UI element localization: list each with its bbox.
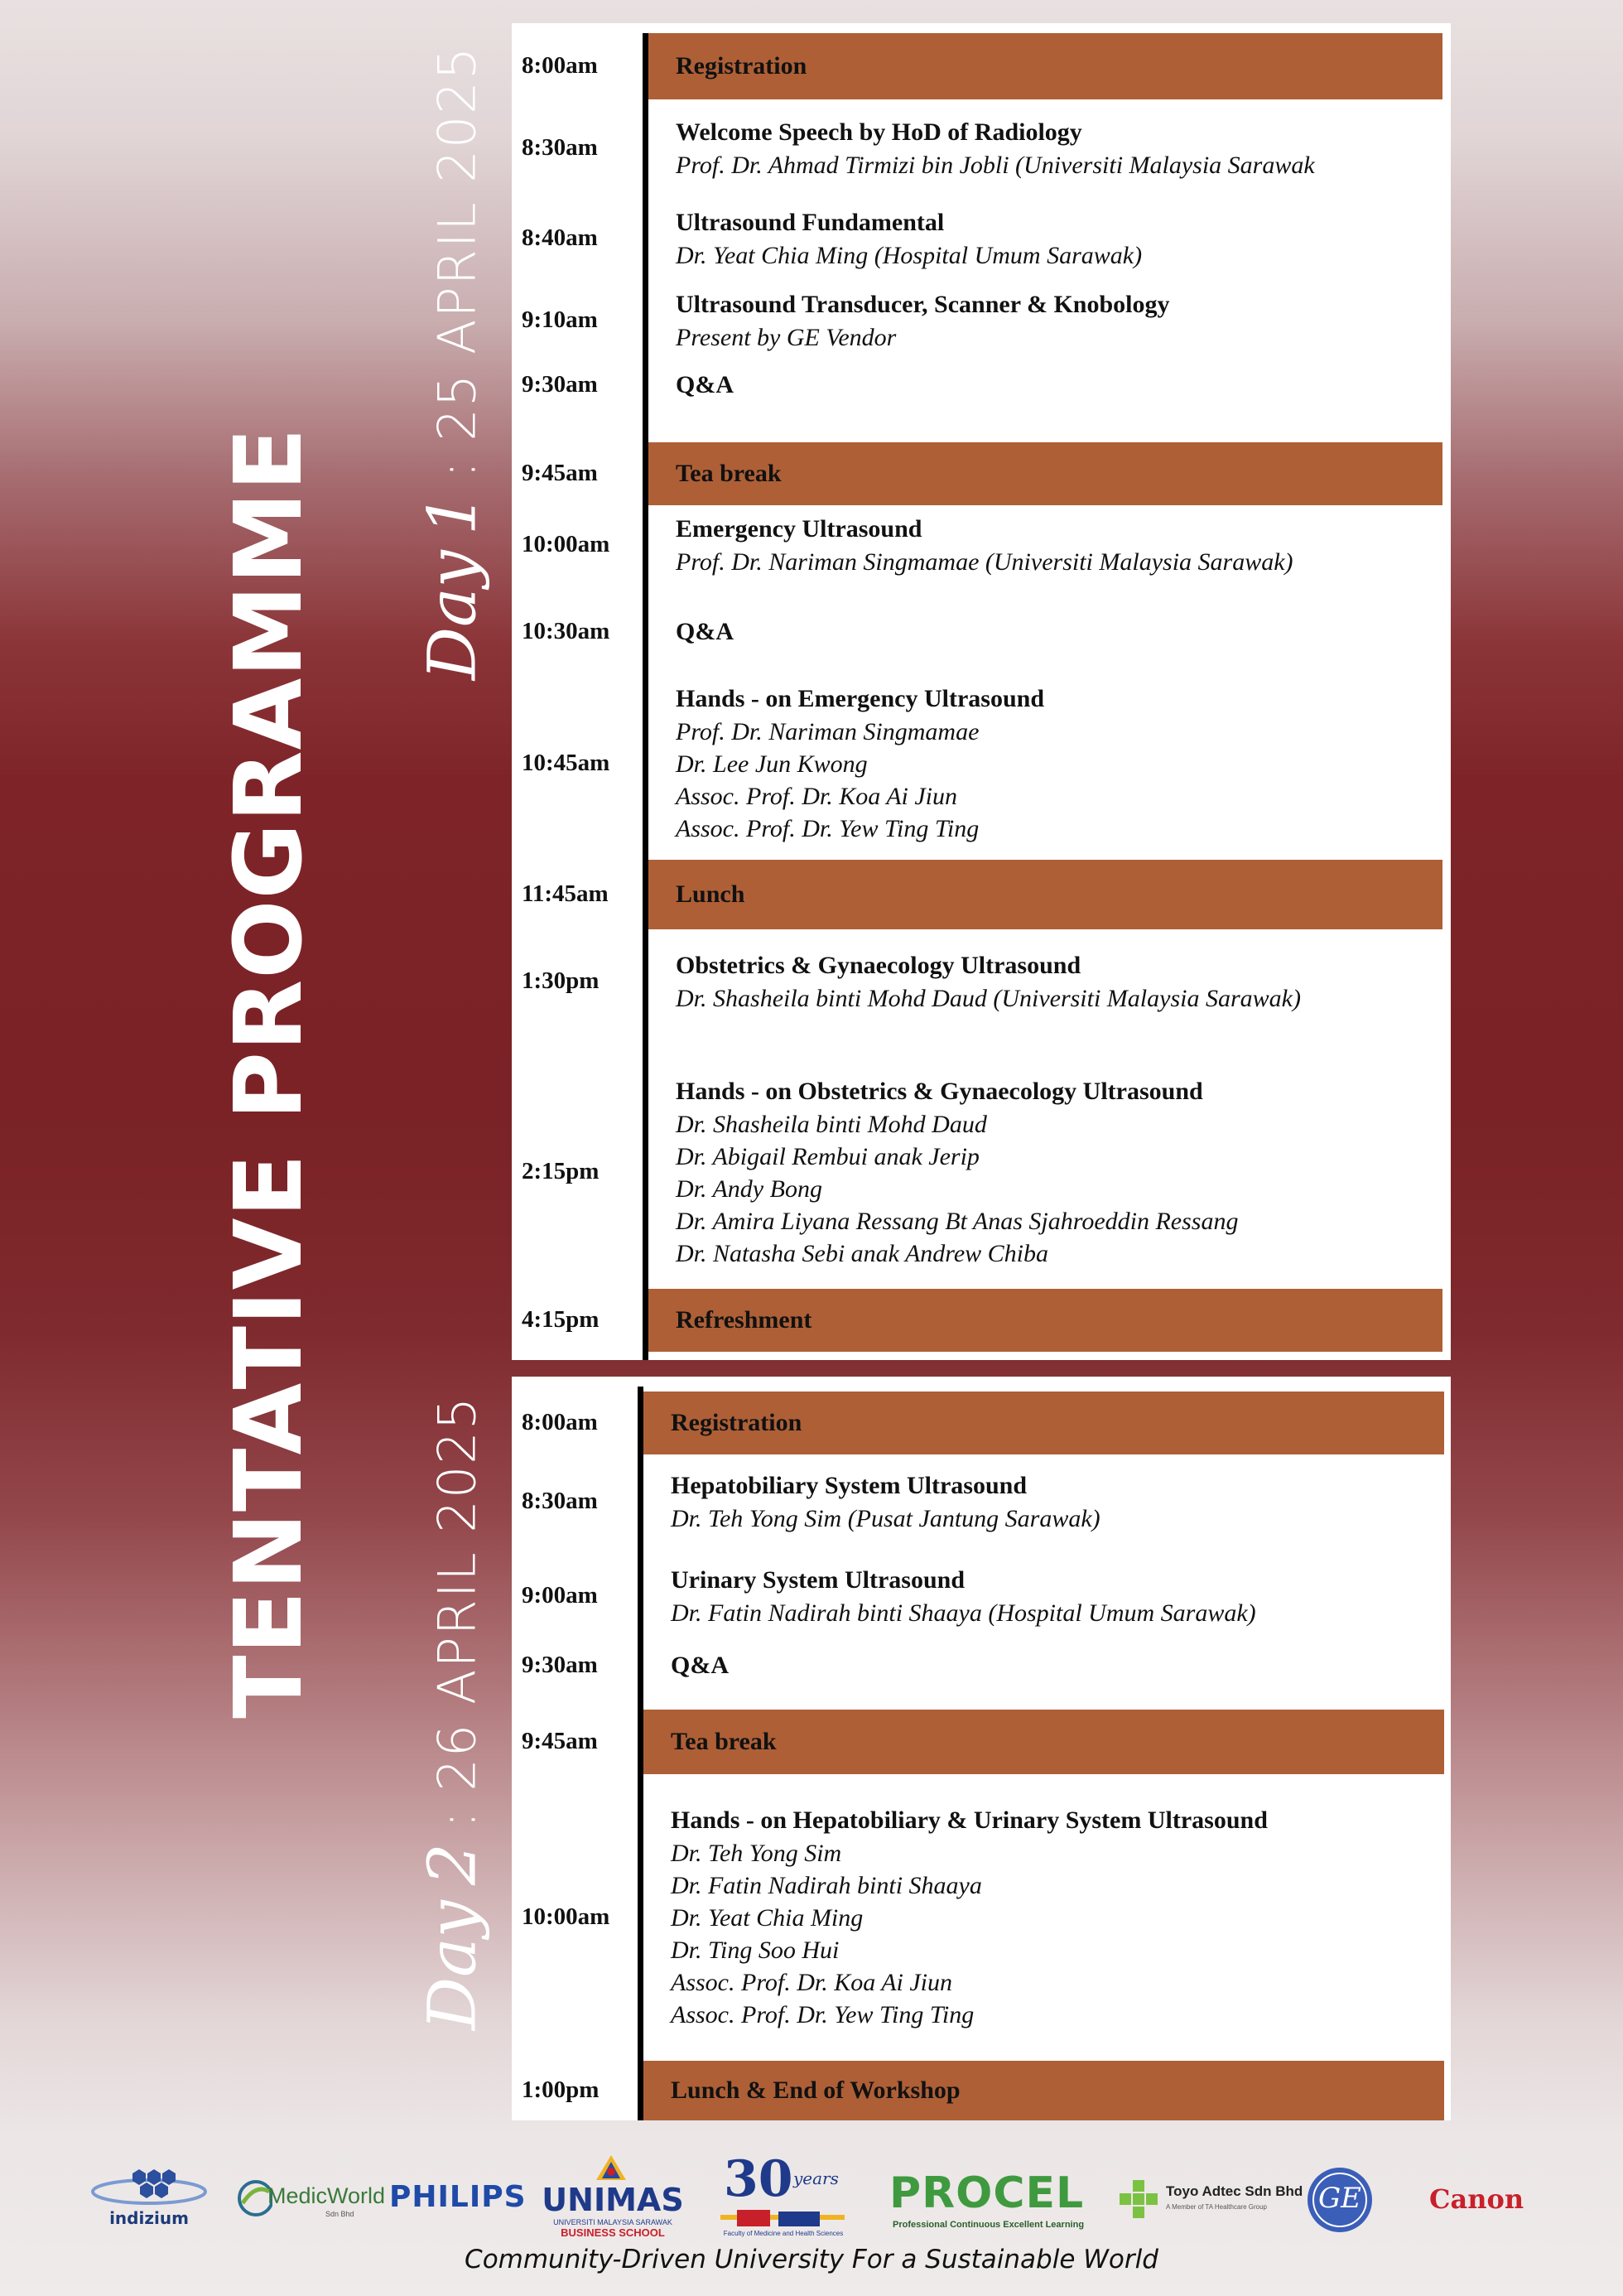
session-speaker: Dr. Shasheila binti Mohd Daud (Universiti Malaysia Sarawak)	[676, 984, 1301, 1012]
session-block	[676, 683, 1044, 845]
logo-philips-text: PHILIPS	[389, 2180, 527, 2214]
day1-timeline-divider	[643, 33, 648, 1360]
day2-date: : 26 APRIL 2025	[426, 1395, 488, 1829]
session-time: 8:00am	[522, 1409, 598, 1435]
session-speaker: Present by GE Vendor	[676, 323, 897, 351]
highlight-band	[643, 860, 1442, 929]
session-speaker: Dr. Ting Soo Hui	[671, 1937, 840, 1964]
band-label: Lunch	[676, 880, 745, 908]
session-speaker: Dr. Amira Liyana Ressang Bt Anas Sjahroeddin Ressang	[676, 1207, 1239, 1235]
session-speaker: Prof. Dr. Ahmad Tirmizi bin Jobli (Universiti Malaysia Sarawak	[676, 151, 1315, 179]
schedule-row	[512, 1549, 1451, 1643]
session-title: Welcome Speech by HoD of Radiology	[676, 118, 1082, 146]
schedule-row	[512, 1643, 1451, 1688]
schedule-row	[512, 280, 1451, 361]
session-time: 9:00am	[522, 1582, 598, 1609]
session-speaker: Dr. Fatin Nadirah binti Shaaya (Hospital Umum Sarawak)	[671, 1599, 1256, 1627]
session-speaker: Prof. Dr. Nariman Singmamae (Universiti Malaysia Sarawak)	[676, 547, 1293, 576]
day2-number: 2	[413, 1843, 491, 1886]
session-time: 1:00pm	[522, 2077, 600, 2103]
logo-unimas-text: UNIMAS	[542, 2182, 684, 2218]
session-speaker: Dr. Teh Yong Sim	[671, 1840, 842, 1867]
schedule-row	[512, 442, 1451, 505]
logo-unimas	[538, 2154, 687, 2245]
logo-procel-text: PROCEL	[889, 2168, 1085, 2218]
logo-medicworld-text: MedicWorld	[267, 2183, 386, 2208]
schedule-row	[512, 1289, 1451, 1352]
session-block	[676, 615, 734, 649]
day1-word: Day	[413, 550, 491, 681]
band-label: Refreshment	[676, 1306, 812, 1334]
session-title: Hands - on Hepatobiliary & Urinary System Ultrasound	[671, 1806, 1268, 1834]
indizium-icon	[87, 2165, 211, 2215]
session-speaker: Dr. Yeat Chia Ming	[671, 1904, 864, 1932]
logo-30years-word: years	[793, 2168, 839, 2188]
page-title: TENTATIVE PROGRAMME	[215, 427, 323, 1719]
session-block	[676, 1075, 1238, 1270]
session-speaker: Assoc. Prof. Dr. Koa Ai Jiun	[676, 783, 958, 810]
logo-canon	[1429, 2183, 1524, 2215]
session-title: Ultrasound Fundamental	[676, 208, 945, 236]
session-title: Ultrasound Transducer, Scanner & Knobology	[676, 290, 1170, 318]
logo-ge-text: GE	[1318, 2182, 1361, 2215]
session-title: Obstetrics & Gynaecology Ultrasound	[676, 951, 1081, 979]
schedule-row	[512, 197, 1451, 280]
schedule-row	[512, 1454, 1451, 1549]
session-time: 9:30am	[522, 1652, 598, 1678]
session-block	[676, 116, 1315, 181]
logo-medicworld	[236, 2175, 386, 2225]
session-speaker: Prof. Dr. Nariman Singmamae	[676, 718, 980, 745]
session-block	[671, 1649, 729, 1682]
session-block	[676, 513, 1293, 578]
session-time: 1:30pm	[522, 967, 600, 994]
session-speaker: Dr. Natasha Sebi anak Andrew Chiba	[676, 1239, 1049, 1267]
schedule-row	[512, 33, 1451, 99]
session-speaker: Dr. Abigail Rembui anak Jerip	[676, 1142, 980, 1170]
session-speaker: Assoc. Prof. Dr. Koa Ai Jiun	[671, 1969, 953, 1996]
session-time: 9:30am	[522, 371, 598, 398]
session-block	[676, 369, 734, 402]
schedule-row	[512, 1044, 1451, 1300]
logo-canon-text: Canon	[1429, 2183, 1524, 2215]
logo-procel	[889, 2168, 1088, 2235]
session-time: 8:40am	[522, 224, 598, 251]
session-title: Urinary System Ultrasound	[671, 1565, 966, 1594]
session-speaker: Dr. Andy Bong	[676, 1175, 822, 1203]
faculty-building-icon	[720, 2208, 845, 2230]
logo-30years	[717, 2150, 850, 2245]
footer-tagline: Community-Driven University For a Sustainable World	[465, 2245, 1158, 2274]
schedule-row	[512, 613, 1451, 651]
day2-timeline-divider	[638, 1387, 643, 2120]
band-label: Lunch & End of Workshop	[671, 2077, 961, 2104]
day1-date: : 25 APRIL 2025	[426, 45, 488, 479]
day2-schedule	[512, 1377, 1451, 2120]
session-block	[671, 1804, 1268, 2031]
session-time: 9:45am	[522, 460, 598, 486]
session-title: Q&A	[676, 371, 734, 398]
band-label: Registration	[671, 1409, 802, 1436]
session-time: 8:30am	[522, 1488, 598, 1514]
day2-word: Day	[413, 1900, 491, 2031]
session-time: 11:45am	[522, 880, 609, 907]
session-time: 10:00am	[522, 531, 610, 557]
session-speaker: Assoc. Prof. Dr. Yew Ting Ting	[676, 815, 980, 842]
band-label: Registration	[676, 52, 807, 80]
session-time: 2:15pm	[522, 1158, 600, 1184]
schedule-row	[512, 929, 1451, 1034]
session-speaker: Dr. Fatin Nadirah binti Shaaya	[671, 1872, 982, 1899]
band-label: Tea break	[676, 460, 782, 487]
schedule-row	[512, 860, 1451, 929]
session-title: Hands - on Emergency Ultrasound	[676, 685, 1045, 712]
schedule-row	[512, 668, 1451, 860]
session-block	[671, 1564, 1256, 1629]
session-time: 9:45am	[522, 1728, 598, 1754]
band-label: Tea break	[671, 1728, 777, 1755]
day1-schedule	[512, 23, 1451, 1360]
session-title: Hands - on Obstetrics & Gynaecology Ultrasound	[676, 1077, 1203, 1105]
unimas-emblem-icon	[595, 2154, 628, 2182]
session-speaker: Assoc. Prof. Dr. Yew Ting Ting	[671, 2001, 975, 2028]
schedule-row	[512, 2061, 1451, 2120]
session-time: 9:10am	[522, 306, 598, 333]
session-title: Hepatobiliary System Ultrasound	[671, 1471, 1028, 1499]
schedule-row	[512, 1392, 1451, 1454]
schedule-row	[512, 505, 1451, 585]
logo-toyo-adtec	[1118, 2178, 1308, 2228]
sponsor-logos	[0, 2150, 1623, 2245]
session-title: Emergency Ultrasound	[676, 514, 922, 543]
logo-procel-sub: Professional Continuous Excellent Learning	[893, 2220, 1085, 2230]
session-speaker: Dr. Yeat Chia Ming (Hospital Umum Sarawak)	[676, 241, 1143, 269]
session-block	[676, 206, 1142, 272]
session-block	[671, 1469, 1100, 1535]
schedule-row	[512, 99, 1451, 197]
logo-medicworld-sub: Sdn Bhd	[325, 2210, 354, 2218]
schedule-row	[512, 361, 1451, 409]
logo-indizium	[87, 2165, 211, 2231]
schedule-row	[512, 1710, 1451, 1774]
session-title: Q&A	[671, 1652, 729, 1679]
session-speaker: Dr. Shasheila binti Mohd Daud	[676, 1110, 987, 1138]
logo-30years-sub: Faculty of Medicine and Health Sciences	[723, 2230, 844, 2237]
session-time: 8:30am	[522, 134, 598, 161]
logo-toyo-sub: A Member of TA Healthcare Group	[1166, 2203, 1267, 2211]
session-block	[676, 288, 1170, 354]
session-time: 4:15pm	[522, 1306, 600, 1333]
logo-toyo-text: Toyo Adtec Sdn Bhd	[1166, 2183, 1303, 2199]
schedule-row	[512, 1774, 1451, 2061]
session-speaker: Dr. Lee Jun Kwong	[676, 750, 868, 778]
session-title: Q&A	[676, 618, 734, 645]
logo-unimas-sub1: UNIVERSITI MALAYSIA SARAWAK	[553, 2218, 672, 2226]
logo-30years-number: 30	[724, 2150, 793, 2208]
day1-number: 1	[413, 493, 491, 536]
toyo-cross-icon	[1118, 2178, 1161, 2221]
session-block	[676, 949, 1301, 1015]
session-time: 10:00am	[522, 1903, 610, 1930]
logo-ge	[1305, 2165, 1375, 2235]
session-time: 8:00am	[522, 52, 598, 79]
logo-unimas-sub2: BUSINESS SCHOOL	[561, 2226, 665, 2239]
logo-philips	[389, 2180, 527, 2214]
session-time: 10:30am	[522, 618, 610, 644]
session-time: 10:45am	[522, 750, 610, 776]
session-speaker: Dr. Teh Yong Sim (Pusat Jantung Sarawak)	[671, 1504, 1100, 1532]
logo-indizium-text: indizium	[109, 2208, 189, 2228]
